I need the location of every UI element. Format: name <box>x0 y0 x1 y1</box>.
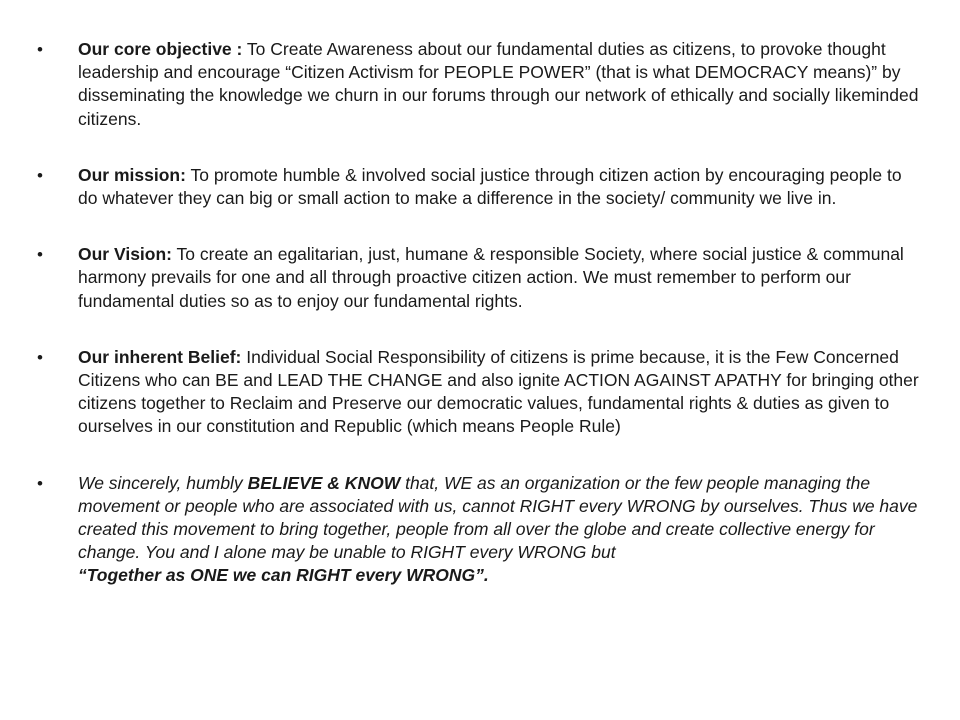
bullet-text: To Create Awareness about our fundamental duties as citizens, to provoke thought leadership and encourage “Citizen Activism for PEOPLE POWER” (that is what DEMOCRACY means)” by disseminating the knowledge we churn in our forums through our network of ethically and socially likeminded citizens. <box>78 39 919 129</box>
bullet-core-objective <box>0 38 960 131</box>
bullet-belief <box>0 346 960 439</box>
bullet-text: To promote humble & involved social justice through citizen action by encouraging people to do whatever they can big or small action to make a difference in the society/ community we live in. <box>78 164 902 209</box>
bullet-dot: • <box>37 347 43 367</box>
bullet-dot: • <box>37 40 43 59</box>
bullet-label: Our inherent Belief: <box>78 346 242 367</box>
bullet-mission <box>0 164 960 210</box>
closing-quote: “Together as ONE we can RIGHT every WRONG”. <box>78 565 489 586</box>
bullet-dot: • <box>37 245 43 265</box>
bullet-text: To create an egalitarian, just, humane & responsible Society, where social justice & communal harmony prevails for one and all through proactive citizen action. We must remember to perform our fundamental duties so as to enjoy our fundamental rights. <box>78 244 904 311</box>
bullet-label: Our mission: <box>78 164 186 185</box>
bullet-dot: • <box>37 473 43 493</box>
bullet-label: Our Vision: <box>78 244 172 265</box>
bullet-text-intro: We sincerely, humbly <box>78 472 248 493</box>
bullet-label: Our core objective : <box>78 39 243 59</box>
bullet-dot: • <box>37 165 43 185</box>
bullet-emphasis: BELIEVE & KNOW <box>247 472 401 493</box>
bullet-list <box>0 38 960 621</box>
bullet-text-body: that, WE as an organization or the few people managing the movement or people who are associated with us, cannot RIGHT every WRONG by ourselves. Thus we have created this movement to bring together, people from all over the globe and create collective energy for change. You and I alone may be unable to RIGHT every WRONG but <box>78 472 918 563</box>
bullet-believe-know <box>0 472 960 588</box>
bullet-text: Individual Social Responsibility of citizens is prime because, it is the Few Concerned Citizens who can BE and LEAD THE CHANGE and also ignite ACTION AGAINST APATHY for bringing other citizens together to Reclaim and Preserve our democratic values, fundamental rights & duties as given to ourselves in our constitution and Republic (which means People Rule) <box>78 346 919 437</box>
bullet-vision <box>0 243 960 313</box>
